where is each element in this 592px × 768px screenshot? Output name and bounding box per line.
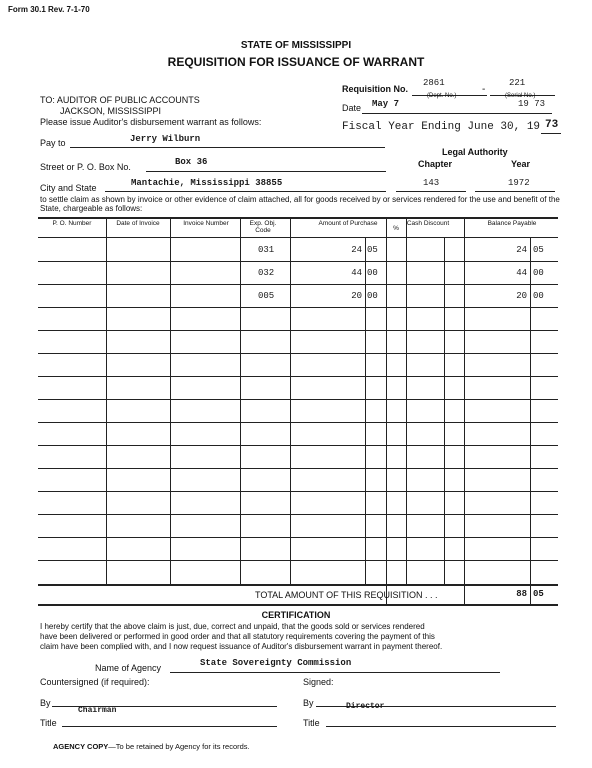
agency-value: State Sovereignty Commission [200, 658, 352, 668]
city-value: Mantachie, Mississippi 38855 [131, 178, 283, 188]
form-number: Form 30.1 Rev. 7-1-70 [8, 5, 90, 14]
title-value-right: Director [346, 702, 385, 711]
fiscal-label: Fiscal Year Ending June 30, 19 [342, 121, 541, 133]
row-amount-cents: 00 [367, 291, 378, 301]
date-year: 19 73 [518, 99, 546, 109]
date-label: Date [342, 103, 362, 113]
year-line [475, 191, 555, 192]
row-balance-cents: 05 [533, 245, 544, 255]
legal-authority-label: Legal Authority [442, 147, 508, 157]
row-amount-cents: 05 [367, 245, 378, 255]
date-value: May 7 [372, 99, 400, 109]
header-percent: % [393, 225, 399, 232]
footer-note [53, 742, 250, 751]
agency-copy-label: AGENCY COPY [53, 742, 109, 751]
title-label-left: Title [40, 718, 57, 728]
certification-text-2: have been delivered or performed in good order and that all statutory requirements covering the payment of this [40, 632, 435, 641]
row-amount-dollars: 24 [351, 245, 362, 255]
row-balance-dollars: 44 [516, 268, 527, 278]
row-amount-dollars: 44 [351, 268, 362, 278]
row-balance-cents: 00 [533, 291, 544, 301]
countersigned-label: Countersigned (if required): [40, 677, 150, 687]
chapter-value: 143 [423, 178, 440, 188]
title-line-left[interactable] [62, 726, 277, 727]
row-balance-dollars: 24 [516, 245, 527, 255]
total-cents: 05 [533, 589, 544, 599]
header-exp-code: Exp. Obj. Code [249, 220, 277, 234]
to-auditor: TO: AUDITOR OF PUBLIC ACCOUNTS [40, 95, 200, 105]
fiscal-year-value: 73 [545, 119, 559, 131]
header-invoice-number: Invoice Number [183, 220, 229, 227]
row-code: 032 [258, 268, 275, 278]
header-po: P. O. Number [52, 220, 92, 227]
header-balance: Balance Payable [487, 220, 537, 227]
agency-label: Name of Agency [95, 663, 162, 673]
street-value: Box 36 [175, 157, 208, 167]
serial-caption: (Serial No.) [505, 93, 536, 99]
city-label: City and State [40, 183, 97, 193]
certification-text-1: I hereby certify that the above claim is just, due, correct and unpaid, that the goods sold or services rendered [40, 622, 425, 631]
requisition-dash: - [482, 84, 486, 95]
row-amount-dollars: 20 [351, 291, 362, 301]
form-title: REQUISITION FOR ISSUANCE OF WARRANT [167, 55, 425, 69]
auditor-city: JACKSON, MISSISSIPPI [60, 106, 162, 116]
total-dollars: 88 [516, 589, 527, 599]
row-balance-dollars: 20 [516, 291, 527, 301]
fiscal-year-line [541, 133, 561, 134]
row-amount-cents: 00 [367, 268, 378, 278]
pay-to-label: Pay to [40, 138, 66, 148]
row-code: 005 [258, 291, 275, 301]
header-invoice-date: Date of Invoice [116, 220, 160, 227]
chapter-line [396, 191, 466, 192]
year-label: Year [511, 159, 531, 169]
signed-label: Signed: [303, 677, 334, 687]
date-line [362, 113, 552, 114]
state-title: STATE OF MISSISSIPPI [240, 40, 352, 51]
row-code: 031 [258, 245, 275, 255]
street-label: Street or P. O. Box No. [40, 162, 131, 172]
title-line-right[interactable] [326, 726, 556, 727]
agency-line [170, 672, 500, 673]
year-value: 1972 [508, 178, 530, 188]
agency-copy-text: —To be retained by Agency for its records. [108, 742, 250, 751]
total-label: TOTAL AMOUNT OF THIS REQUISITION . . . [255, 590, 438, 600]
claim-text: to settle claim as shown by invoice or other evidence of claim attached, all for goods received by or services rendered for the use and benefit of the State, chargeable as follows: [40, 195, 560, 213]
pay-to-value: Jerry Wilburn [130, 134, 201, 144]
dept-no-value: 2861 [423, 78, 445, 88]
chapter-label: Chapter [418, 159, 453, 169]
serial-no-value: 221 [509, 78, 526, 88]
title-value-left: Chairman [78, 706, 117, 715]
dept-caption: (Dept. No.) [427, 93, 457, 99]
certification-heading: CERTIFICATION [261, 610, 331, 620]
street-line [146, 171, 386, 172]
header-cash-discount: Cash Discount [406, 220, 450, 227]
by-label-left: By [40, 698, 51, 708]
row-balance-cents: 00 [533, 268, 544, 278]
pay-to-line [70, 147, 385, 148]
certification-text-3: claim have been complied with, and I now request issuance of Auditor's disbursement warrant in payment thereof. [40, 642, 443, 651]
title-label-right: Title [303, 718, 320, 728]
header-amount: Amount of Purchase [318, 220, 378, 227]
by-label-right: By [303, 698, 314, 708]
requisition-label: Requisition No. [342, 84, 408, 94]
instruction-text: Please issue Auditor's disbursement warrant as follows: [40, 117, 262, 127]
city-line [105, 191, 386, 192]
